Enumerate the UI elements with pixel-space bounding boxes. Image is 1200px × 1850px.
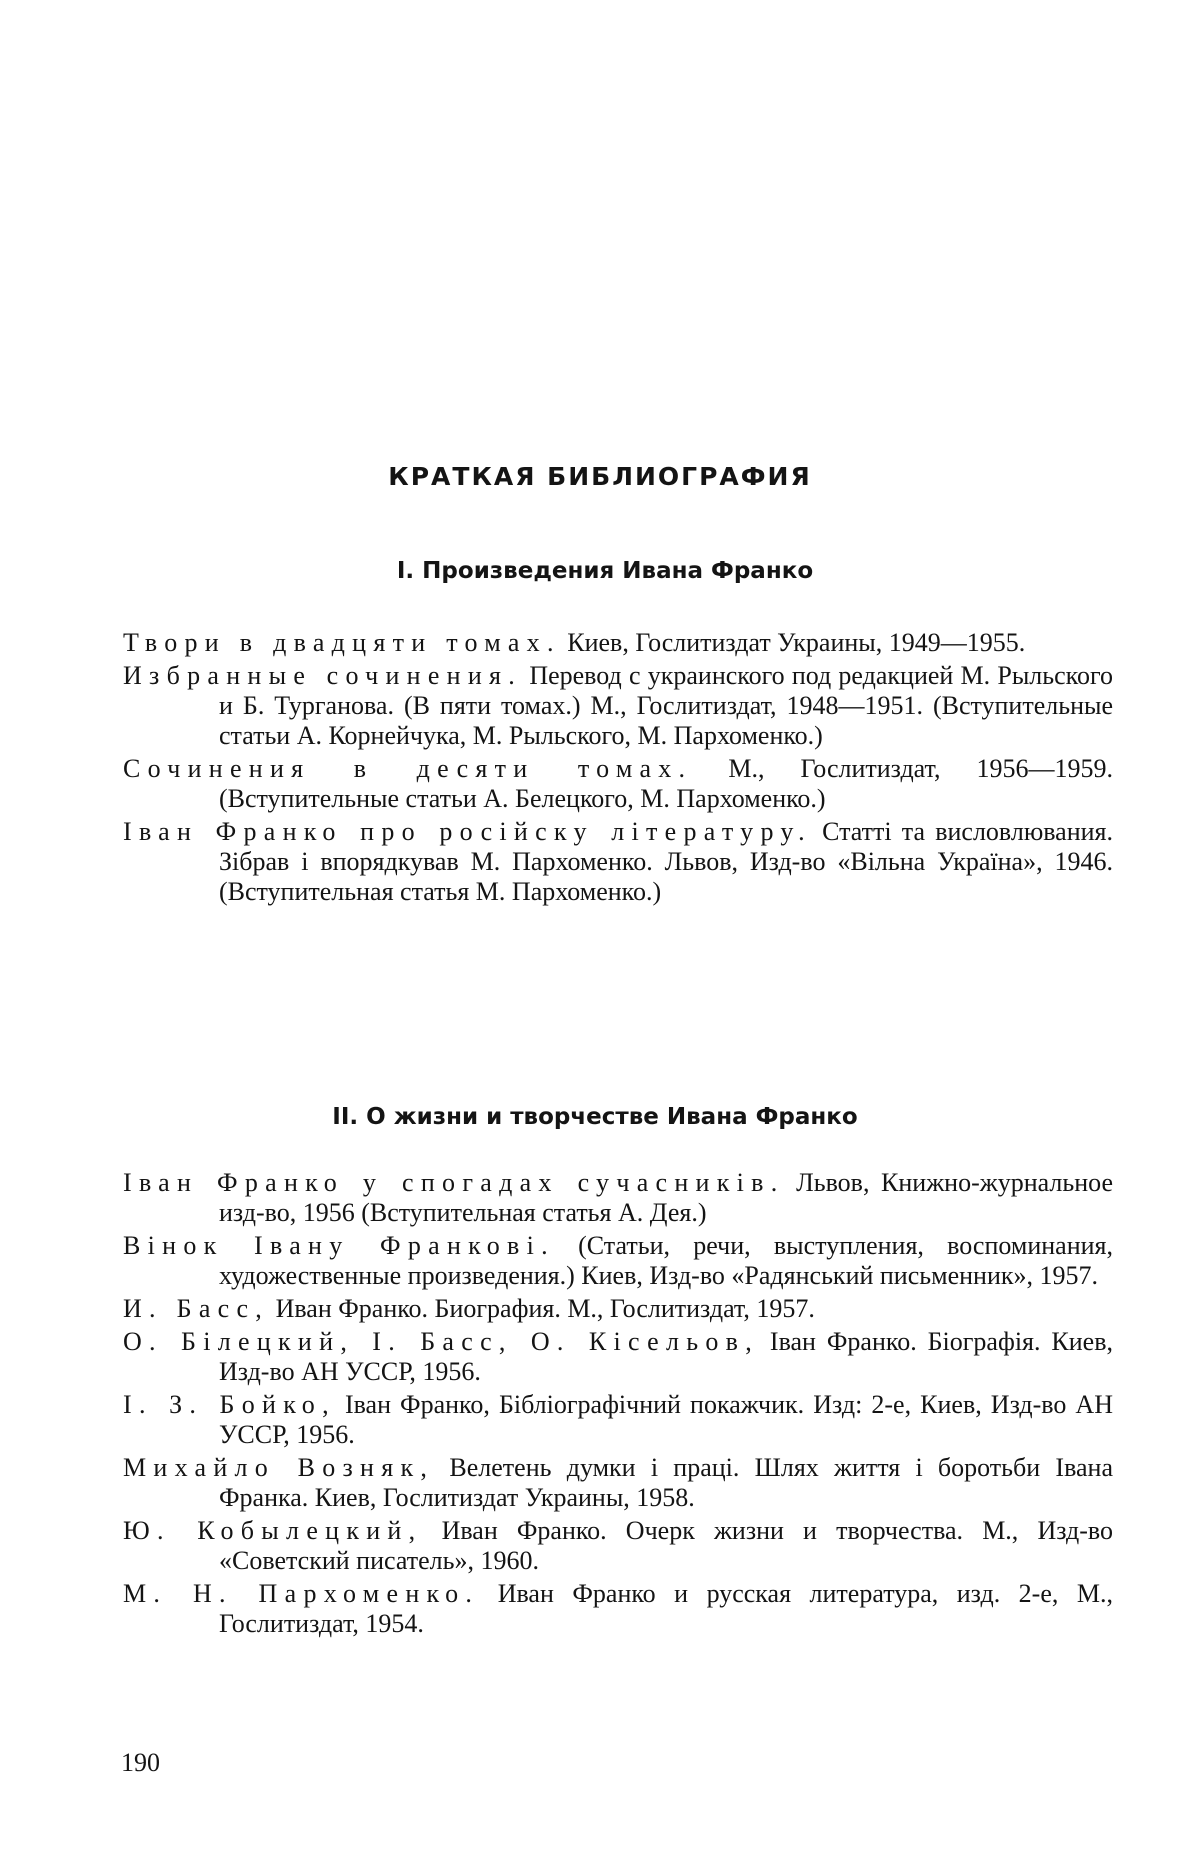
life-works-list bbox=[123, 1168, 1113, 1642]
bibliography-entry bbox=[123, 661, 1113, 751]
bibliography-entry bbox=[123, 1294, 1113, 1324]
entry-details: Львов, Книжно-журнальное изд-во, 1956 (Вступительная статья А. Дея.) bbox=[219, 1168, 1113, 1227]
entry-title: Михайло Возняк, bbox=[123, 1453, 434, 1482]
entry-details: Іван Франко, Бібліографічний покажчик. Изд: 2-е, Киев, Изд-во АН УССР, 1956. bbox=[219, 1390, 1113, 1449]
bibliography-entry bbox=[123, 1390, 1113, 1450]
entry-title: И. Басс, bbox=[123, 1294, 269, 1323]
bibliography-entry bbox=[123, 628, 1113, 658]
entry-title: Ю. Кобылецкий, bbox=[123, 1516, 422, 1545]
entry-title: Твори в двадцяти томах. bbox=[123, 628, 561, 657]
entry-details: Киев, Гослитиздат Украины, 1949—1955. bbox=[567, 628, 1025, 657]
works-list bbox=[123, 628, 1113, 910]
bibliography-entry bbox=[123, 1516, 1113, 1576]
entry-details: М., Гослитиздат, 1956—1959. (Вступительные статьи А. Белецкого, М. Пархоменко.) bbox=[219, 754, 1113, 813]
entry-title: Сочинения в десяти томах. bbox=[123, 754, 692, 783]
page-number: 190 bbox=[121, 1748, 160, 1778]
entry-title: О. Білецкий, І. Басс, О. Кісельов, bbox=[123, 1327, 759, 1356]
entry-details: Иван Франко. Биография. М., Гослитиздат, 1957. bbox=[276, 1294, 815, 1323]
entry-title: Избранные сочинения. bbox=[123, 661, 522, 690]
bibliography-entry bbox=[123, 1453, 1113, 1513]
bibliography-entry bbox=[123, 817, 1113, 907]
entry-title: І. З. Бойко, bbox=[123, 1390, 336, 1419]
bibliography-entry bbox=[123, 1579, 1113, 1639]
entry-title: Іван Франко у спогадах сучасників. bbox=[123, 1168, 784, 1197]
entry-details: Іван Франко. Біографія. Киев, Изд-во АН УССР, 1956. bbox=[219, 1327, 1113, 1386]
entry-title: Вінок Івану Франкові. bbox=[123, 1231, 555, 1260]
entry-details: Иван Франко. Очерк жизни и творчества. М., Изд-во «Советский писатель», 1960. bbox=[219, 1516, 1113, 1575]
entry-details: Перевод с украинского под редакцией М. Рыльского и Б. Турганова. (В пяти томах.) М., Гослитиздат, 1948—1951. (Вступительные статьи А. Корнейчука, М. Рыльского, М. Пархоменко.) bbox=[219, 661, 1113, 750]
entry-details: Велетень думки і праці. Шлях життя і боротьби Івана Франка. Киев, Гослитиздат Украины, 1958. bbox=[219, 1453, 1113, 1512]
book-page bbox=[0, 0, 1200, 1850]
entry-details: Статті та висловлювания. Зібрав і впорядкував М. Пархоменко. Львов, Изд-во «Вільна Україна», 1946. (Вступительная статья М. Пархоменко.) bbox=[219, 817, 1113, 906]
bibliography-entry bbox=[123, 1231, 1113, 1291]
bibliography-entry bbox=[123, 754, 1113, 814]
entry-title: Іван Франко про російску літературу. bbox=[123, 817, 812, 846]
entry-title: М. Н. Пархоменко. bbox=[123, 1579, 479, 1608]
section-heading-works: I. Произведения Ивана Франко bbox=[5, 558, 1200, 584]
bibliography-entry bbox=[123, 1327, 1113, 1387]
entry-details: (Статьи, речи, выступления, воспоминания, художественные произведения.) Киев, Изд-во «Радянський письменник», 1957. bbox=[219, 1231, 1113, 1290]
page-title: КРАТКАЯ БИБЛИОГРАФИЯ bbox=[0, 462, 1200, 491]
bibliography-entry bbox=[123, 1168, 1113, 1228]
section-heading-life: II. О жизни и творчестве Ивана Франко bbox=[0, 1104, 1195, 1130]
entry-details: Иван Франко и русская литература, изд. 2-е, М., Гослитиздат, 1954. bbox=[219, 1579, 1113, 1638]
